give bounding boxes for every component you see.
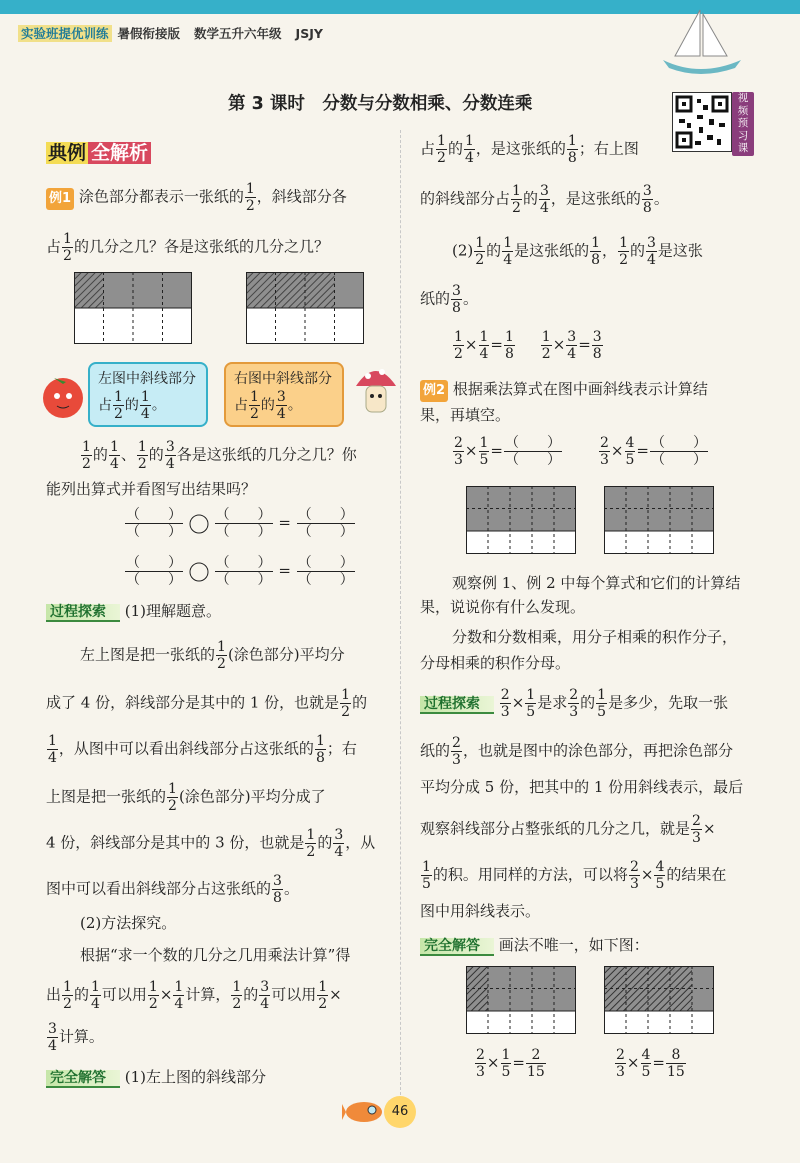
ex2-line2: 果，再填空。 (420, 406, 511, 424)
fraction: $\frac{3}{8}$ (273, 873, 282, 906)
blank-equation-2 (124, 556, 356, 587)
text: (2) (452, 241, 474, 260)
equals-sign: = (578, 335, 591, 354)
fraction: $\frac{1}{2}$ (63, 231, 72, 264)
text: 。 (283, 879, 299, 898)
text: (涂色部分)平均分成了 (178, 787, 326, 806)
fraction: $\frac{4}{5}$ (655, 859, 665, 892)
text: 左图中斜线部分 (98, 371, 196, 387)
text: 占 (234, 397, 248, 414)
blank-fraction[interactable]: $\frac{( )}{( )}$ (297, 507, 354, 540)
equals-sign: = (490, 335, 503, 354)
answer1-equations (452, 330, 604, 361)
fraction: $\frac{1}{2}$ (250, 389, 259, 422)
equals-sign: = (278, 561, 291, 580)
text: 的 (260, 397, 275, 414)
text: 纸的 (420, 741, 451, 760)
text: 的 (486, 241, 502, 260)
fraction: $\frac{1}{2}$ (318, 979, 328, 1012)
text: (1)理解题意。 (124, 602, 222, 620)
text: × (159, 985, 173, 1004)
ex1-line1 (46, 182, 347, 213)
fraction: $\frac{1}{2}$ (454, 329, 463, 362)
fraction: $\frac{2}{3}$ (692, 813, 701, 846)
text: 纸的 (420, 289, 451, 308)
text: 的 (73, 985, 89, 1004)
fraction: $\frac{4}{5}$ (641, 1047, 651, 1080)
fraction: $\frac{1}{5}$ (501, 1047, 511, 1080)
series-brand: 实验班提优训练 (18, 25, 112, 42)
section-heading (46, 138, 151, 165)
process2-line3: 平均分成 5 份，把其中的 1 份用斜线表示，最后 (420, 778, 744, 796)
fraction: $\frac{1}{2}$ (82, 439, 91, 472)
text: ，从图中可以看出斜线部分占这张纸的 (58, 739, 314, 758)
answer2-equation-left (474, 1048, 547, 1079)
qr-code-graphic (673, 93, 731, 151)
fraction: $\frac{3}{8}$ (592, 329, 602, 362)
blank-fraction[interactable]: $\frac{( )}{( )}$ (297, 555, 354, 588)
process1-line6 (46, 874, 299, 905)
ex2-right-figure (604, 486, 714, 554)
fraction: $\frac{2}{3}$ (476, 1047, 485, 1080)
fraction: $\frac{1}{4}$ (503, 235, 513, 268)
times-sign: × (640, 865, 654, 884)
tomato-mascot-icon (40, 364, 86, 424)
process2-line2 (420, 736, 733, 767)
text: ， (602, 241, 618, 260)
ex2-rule1: 分数和分数相乘，用分子相乘的积作分子， (452, 628, 738, 646)
example-tag: 例2 (420, 380, 448, 402)
text: 的积。用同样的方法，可以将 (432, 865, 628, 884)
blank-fraction[interactable]: $\frac{( )}{( )}$ (505, 435, 561, 468)
text: 是多少，先取一张 (608, 693, 729, 712)
text: 的 (243, 985, 259, 1004)
hint-bubble-right (224, 362, 344, 427)
page-number: 46 (384, 1096, 416, 1128)
fraction: $\frac{3}{4}$ (276, 389, 286, 422)
fraction: $\frac{1}{2}$ (63, 979, 72, 1012)
answer1-line1 (420, 134, 639, 165)
text: 根据乘法算式在图中画斜线表示计算结 (452, 380, 708, 398)
fraction: $\frac{1}{8}$ (505, 329, 514, 362)
fraction: $\frac{3}{4}$ (567, 329, 577, 362)
equals-sign: = (490, 441, 503, 460)
ex1-question-line1: $\frac{1}{2}$ 的 $\frac{1}{4}$ 、 $\frac{1}{2}$ 的 $\frac{3}{4}$ 各是这张纸的几分之几？你 (82, 439, 357, 472)
fraction: $\frac{1}{2}$ (619, 235, 628, 268)
text: 的结果在 (666, 865, 727, 884)
fraction: $\frac{3}{4}$ (260, 979, 270, 1012)
process1-line3 (46, 734, 357, 765)
fraction: $\frac{1}{4}$ (90, 979, 100, 1012)
text: 的 (522, 189, 538, 208)
process1-method1: 根据“求一个数的几分之几用乘法计算”得 (80, 946, 351, 964)
ex2-left-figure (466, 486, 576, 554)
fraction: $\frac{2}{3}$ (500, 687, 510, 720)
running-header (18, 24, 323, 42)
times-sign: × (702, 819, 716, 838)
fraction: $\frac{1}{2}$ (148, 979, 158, 1012)
fraction: $\frac{4}{5}$ (625, 435, 635, 468)
process1-heading (46, 600, 221, 623)
text: 图中可以看出斜线部分占这张纸的 (46, 879, 272, 898)
text: ；右上图 (578, 139, 639, 158)
process1-line1 (80, 640, 345, 671)
text: 占 (420, 139, 436, 158)
ex2-equation-right (598, 436, 709, 467)
fraction: $\frac{3}{8}$ (642, 183, 652, 216)
equals-sign: = (512, 1053, 525, 1072)
text: 。 (462, 289, 478, 308)
equals-sign: = (652, 1053, 665, 1072)
fraction: $\frac{1}{2}$ (475, 235, 485, 268)
text: ，也就是图中的涂色部分，再把涂色部分 (462, 741, 733, 760)
blank-fraction[interactable]: $\frac{( )}{( )}$ (215, 507, 272, 540)
fraction: $\frac{8}{15}$ (667, 1047, 685, 1080)
blank-equation-1 (124, 508, 356, 539)
answer2-right-figure (604, 966, 714, 1034)
fraction: $\frac{1}{4}$ (109, 439, 119, 472)
submarine-fish-icon (342, 1098, 384, 1124)
text: ，从 (345, 833, 376, 852)
text: 上图是把一张纸的 (46, 787, 167, 806)
text: 是这张纸的 (514, 241, 590, 260)
text: 占 (98, 397, 112, 414)
subject-label: 数学五升六年级 (194, 26, 282, 41)
answer-label: 完全解答 (46, 1070, 120, 1088)
column-divider (400, 130, 401, 1100)
ex1-right-figure (246, 272, 364, 344)
fraction: $\frac{2}{3}$ (454, 435, 463, 468)
fraction: $\frac{1}{4}$ (479, 329, 489, 362)
operator-circle-icon (189, 562, 209, 582)
edition-label: 暑假衔接版 (117, 26, 181, 41)
process-label: 过程探索 (46, 604, 120, 622)
qr-label-char: 视 (737, 92, 749, 104)
text: ；右 (326, 739, 357, 758)
fraction: $\frac{1}{2}$ (306, 827, 316, 860)
fraction: $\frac{2}{3}$ (616, 1047, 625, 1080)
fraction: $\frac{3}{4}$ (647, 235, 656, 268)
text: 计算， (185, 985, 231, 1004)
heading-part-b: 全解析 (88, 142, 151, 164)
times-sign: × (511, 693, 525, 712)
process2-line1 (420, 688, 728, 719)
fraction: $\frac{2}{3}$ (629, 859, 639, 892)
fraction: $\frac{1}{8}$ (315, 733, 325, 766)
sailboat-illustration (655, 8, 745, 78)
fraction: $\frac{1}{4}$ (48, 733, 57, 766)
times-sign: × (486, 1053, 500, 1072)
ex2-rule2: 分母相乘的积作分母。 (420, 654, 571, 672)
ex2-equation-left (452, 436, 563, 467)
ex1-line2 (46, 232, 329, 263)
text: 出 (46, 985, 62, 1004)
text: 的斜线部分占 (420, 189, 511, 208)
answer1-line4 (420, 284, 478, 315)
process-label: 过程探索 (420, 696, 494, 714)
example-tag: 例1 (46, 188, 74, 210)
process1-line2 (46, 688, 367, 719)
fraction: $\frac{1}{2}$ (137, 439, 147, 472)
text: 是这张 (657, 241, 703, 260)
times-sign: × (610, 441, 624, 460)
fraction: $\frac{1}{4}$ (140, 389, 150, 422)
blank-fraction[interactable]: $\frac{( )}{( )}$ (651, 435, 707, 468)
blank-fraction[interactable]: $\frac{( )}{( )}$ (126, 555, 182, 588)
fraction: $\frac{1}{2}$ (541, 329, 551, 362)
process2-line6: 图中用斜线表示。 (420, 902, 541, 920)
process1-method3 (46, 1022, 104, 1053)
fraction: $\frac{2}{3}$ (569, 687, 579, 720)
process1-line5 (46, 828, 375, 859)
fraction: $\frac{1}{2}$ (114, 389, 123, 422)
fraction: $\frac{1}{4}$ (174, 979, 184, 1012)
qr-code[interactable] (672, 92, 732, 152)
video-preview-label (732, 92, 754, 156)
answer-label: 完全解答 (420, 938, 494, 956)
text: 4 份，斜线部分是其中的 3 份，也就是 (46, 833, 305, 852)
ex2-observe1: 观察例 1、例 2 中每个算式和它们的计算结 (452, 574, 741, 592)
equals-sign: = (636, 441, 649, 460)
text: 的 (352, 693, 368, 712)
times-sign: × (464, 335, 478, 354)
blank-fraction[interactable]: $\frac{( )}{( )}$ (126, 507, 182, 540)
text: 左上图是把一张纸的 (80, 645, 216, 664)
text: 占 (46, 237, 62, 256)
fraction: $\frac{2}{3}$ (452, 735, 461, 768)
times-sign: × (552, 335, 566, 354)
text: ，是这张纸的 (550, 189, 641, 208)
text: 是求 (537, 693, 568, 712)
fraction: $\frac{1}{2}$ (341, 687, 351, 720)
text: 计算。 (58, 1027, 104, 1046)
fraction: $\frac{1}{2}$ (168, 781, 177, 814)
times-sign: × (626, 1053, 640, 1072)
fraction: $\frac{1}{2}$ (437, 133, 446, 166)
fraction: $\frac{1}{2}$ (512, 183, 521, 216)
ex1-question-line2: 能列出算式并看图写出结果吗？ (46, 480, 257, 498)
fraction: $\frac{3}{4}$ (48, 1021, 57, 1054)
fraction: $\frac{2}{3}$ (600, 435, 609, 468)
ex2-line1 (420, 378, 708, 402)
text: × (329, 985, 342, 1004)
text: 的 (580, 693, 596, 712)
fraction: $\frac{1}{5}$ (479, 435, 489, 468)
text: 。 (151, 397, 166, 414)
text: (1)左上图的斜线部分 (124, 1068, 267, 1086)
text: 的 (124, 397, 139, 414)
hint-bubble-left (88, 362, 208, 427)
text: 右图中斜线部分 (234, 371, 332, 387)
lesson-title: 第 3 课时 分数与分数相乘、分数连乘 (228, 94, 533, 114)
process2-line4 (420, 814, 716, 845)
answer2-heading (420, 934, 649, 957)
equals-sign: = (278, 513, 291, 532)
process2-line5 (420, 860, 726, 891)
text: 各是这张纸的几分之几？你 (176, 445, 357, 464)
heading-part-a: 典例 (48, 142, 87, 164)
text: ，是这张纸的 (475, 139, 566, 158)
qr-label-char: 习 (737, 129, 749, 142)
fraction: $\frac{1}{5}$ (526, 687, 536, 720)
fraction: $\frac{1}{4}$ (464, 133, 474, 166)
fraction: $\frac{1}{2}$ (217, 639, 226, 672)
fraction: $\frac{1}{8}$ (591, 235, 601, 268)
fraction: $\frac{1}{8}$ (567, 133, 577, 166)
process1-line4 (46, 782, 326, 813)
text: 的 (317, 833, 333, 852)
answer2-equation-right (614, 1048, 687, 1079)
text: 成了 4 份，斜线部分是其中的 1 份，也就是 (46, 693, 340, 712)
text: ，斜线部分各 (256, 187, 347, 206)
times-sign: × (464, 441, 478, 460)
text: 。 (287, 397, 302, 414)
text: 。 (653, 189, 669, 208)
fraction: $\frac{1}{5}$ (597, 687, 607, 720)
answer1-line2 (420, 184, 669, 215)
process1-method2 (46, 980, 342, 1011)
publisher-code: JSJY (295, 26, 323, 41)
fraction: $\frac{2}{15}$ (527, 1047, 545, 1080)
text: 观察斜线部分占整张纸的几分之几，就是 (420, 819, 691, 838)
ex2-observe2: 果，说说你有什么发现。 (420, 598, 586, 616)
answer2-left-figure (466, 966, 576, 1034)
fraction: $\frac{1}{5}$ (422, 859, 431, 892)
text: (涂色部分)平均分 (227, 645, 345, 664)
fraction: $\frac{3}{4}$ (539, 183, 549, 216)
fraction: $\frac{1}{2}$ (232, 979, 242, 1012)
text: 的几分之几？各是这张纸的几分之几？ (73, 237, 329, 256)
qr-label-char: 课 (737, 142, 749, 154)
qr-label-char: 预 (737, 117, 749, 129)
text: 的 (447, 139, 463, 158)
qr-label-char: 频 (737, 104, 749, 117)
answer1-heading (46, 1066, 266, 1089)
answer1-line3 (452, 236, 703, 267)
fraction: $\frac{3}{4}$ (165, 439, 175, 472)
ex1-left-figure (74, 272, 192, 344)
text: 涂色部分都表示一张纸的 (78, 187, 244, 206)
operator-circle-icon (189, 514, 209, 534)
text: 可以用 (271, 985, 317, 1004)
fraction: $\frac{3}{4}$ (334, 827, 344, 860)
text: 画法不唯一，如下图： (498, 936, 649, 954)
fraction: $\frac{3}{8}$ (452, 283, 461, 316)
blank-fraction[interactable]: $\frac{( )}{( )}$ (215, 555, 272, 588)
mushroom-mascot-icon (354, 360, 398, 422)
fraction: $\frac{1}{2}$ (245, 181, 255, 214)
text: 的 (629, 241, 645, 260)
process1-part2: (2)方法探究。 (80, 914, 177, 932)
text: 可以用 (101, 985, 147, 1004)
